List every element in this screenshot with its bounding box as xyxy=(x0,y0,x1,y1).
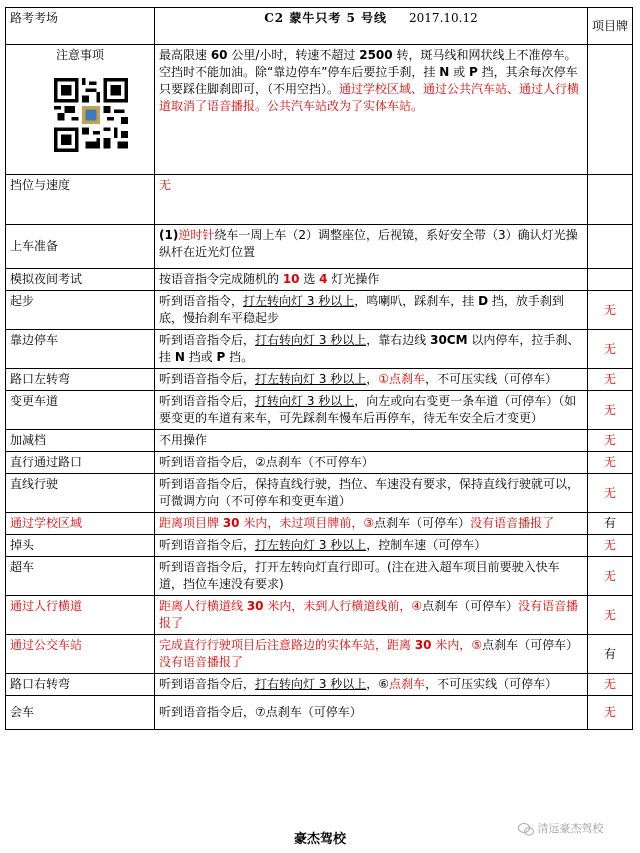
watermark: 清远豪杰驾校 xyxy=(518,820,604,836)
right-turn-row: 路口右转弯 听到语音指令后，打右转向灯 3 秒以上，⑥点刹车，不可压实线（可停车） 无 xyxy=(6,674,633,696)
sign-school: 有 xyxy=(588,513,633,535)
gear-row: 挡位与速度 无 xyxy=(6,175,633,225)
sign-uturn: 无 xyxy=(588,535,633,557)
sign-bus-stop: 有 xyxy=(588,635,633,674)
overtake-row: 超车 听到语音指令后，打开左转向灯直行即可。(注在进入超车项目前要驶入快车道，挡位车速没有要求) 无 xyxy=(6,557,633,596)
sign-pullover: 无 xyxy=(588,330,633,369)
page-title: C2 蒙牛只考 5 号线 2017.10.12 xyxy=(155,8,588,45)
sign-start: 无 xyxy=(588,291,633,330)
sign-gearshift: 无 xyxy=(588,430,633,452)
sign-right-turn: 无 xyxy=(588,674,633,696)
sign-straight-drive: 无 xyxy=(588,474,633,513)
sign-meeting: 无 xyxy=(588,696,633,730)
route-label: 路考考场 xyxy=(6,8,155,45)
qr-code-icon xyxy=(54,78,128,152)
left-turn-row: 路口左转弯 听到语音指令后，打左转向灯 3 秒以上，①点刹车，不可压实线（可停车） 无 xyxy=(6,369,633,391)
straight-drive-row: 直线行驶 听到语音指令后，保持直线行驶，挡位、车速没有要求，保持直线行驶就可以，可微调方向（不可停车和变更车道） 无 xyxy=(6,474,633,513)
uturn-row: 掉头 听到语音指令后，打左转向灯 3 秒以上，控制车速（可停车） 无 xyxy=(6,535,633,557)
exam-date: 2017.10.12 xyxy=(409,11,478,25)
crosswalk-row: 通过人行横道 距离人行横道线 30 米内，未到人行横道线前，④点刹车（可停车）没有语音播报了 无 xyxy=(6,596,633,635)
notes-row xyxy=(6,45,633,175)
pullover-row: 靠边停车 听到语音指令后，打右转向灯 3 秒以上，靠右边线 30CM 以内停车，拉手刹、挂 N 挡或 P 挡。 无 xyxy=(6,330,633,369)
start-row: 起步 听到语音指令，打左转向灯 3 秒以上，鸣喇叭，踩刹车，挂 D 挡，放手刹到底，慢抬刹车平稳起步 无 xyxy=(6,291,633,330)
straight-intersection-row: 直行通过路口 听到语音指令后，②点刹车（不可停车） 无 xyxy=(6,452,633,474)
sign-straight-intersection: 无 xyxy=(588,452,633,474)
notes-cell xyxy=(6,45,155,175)
notes-content: 最高限速 60 公里/小时，转速不超过 2500 转，斑马线和网状线上不准停车。空挡时不能加油。除“靠边停车”停车后要拉手刹，挂 N 或 P 挡，其余每次停车只要踩住脚刹即可，（不用空挡）。通过学校区域、通过公共汽车站、通过人行横道取消了语音播报。公共汽车站改为了实体车站。 xyxy=(155,45,588,175)
sign-lane-change: 无 xyxy=(588,391,633,430)
sign-column-header: 项目牌 xyxy=(588,8,633,45)
gearshift-row: 加减档 不用操作 无 xyxy=(6,430,633,452)
boarding-row: 上车准备 (1)逆时针绕车一周上车（2）调整座位，后视镜，系好安全带（3）确认灯光操纵杆在近光灯位置 xyxy=(6,225,633,269)
bus-stop-row: 通过公交车站 完成直行行驶项目后注意路边的实体车站，距离 30 米内，⑤点刹车（可停车）没有语音播报了 有 xyxy=(6,635,633,674)
notes-warning: 通过学校区域、通过公共汽车站、通过人行横道取消了语音播报。公共汽车站改为了实体车站。 xyxy=(159,82,580,113)
lane-change-row: 变更车道 听到语音指令后，打转向灯 3 秒以上，向左或向右变更一条车道（可停车）（如要变更的车道有来车，可先踩刹车慢车后再停车，待无车安全后才变更） 无 xyxy=(6,391,633,430)
sign-overtake: 无 xyxy=(588,557,633,596)
notes-label: 注意事项 xyxy=(55,48,104,62)
exam-table xyxy=(5,7,633,730)
night-row: 模拟夜间考试 按语音指令完成随机的 10 选 4 灯光操作 xyxy=(6,269,633,291)
wechat-icon xyxy=(518,823,534,836)
meeting-row: 会车 听到语音指令后，⑦点刹车（可停车） 无 xyxy=(6,696,633,730)
footer-school-name: 豪杰驾校 xyxy=(293,832,346,847)
school-row: 通过学校区域 距离项目牌 30 米内，未过项目牌前，③点刹车（可停车）没有语音播报了 有 xyxy=(6,513,633,535)
header-row xyxy=(6,8,633,45)
sign-crosswalk: 无 xyxy=(588,596,633,635)
sign-left-turn: 无 xyxy=(588,369,633,391)
